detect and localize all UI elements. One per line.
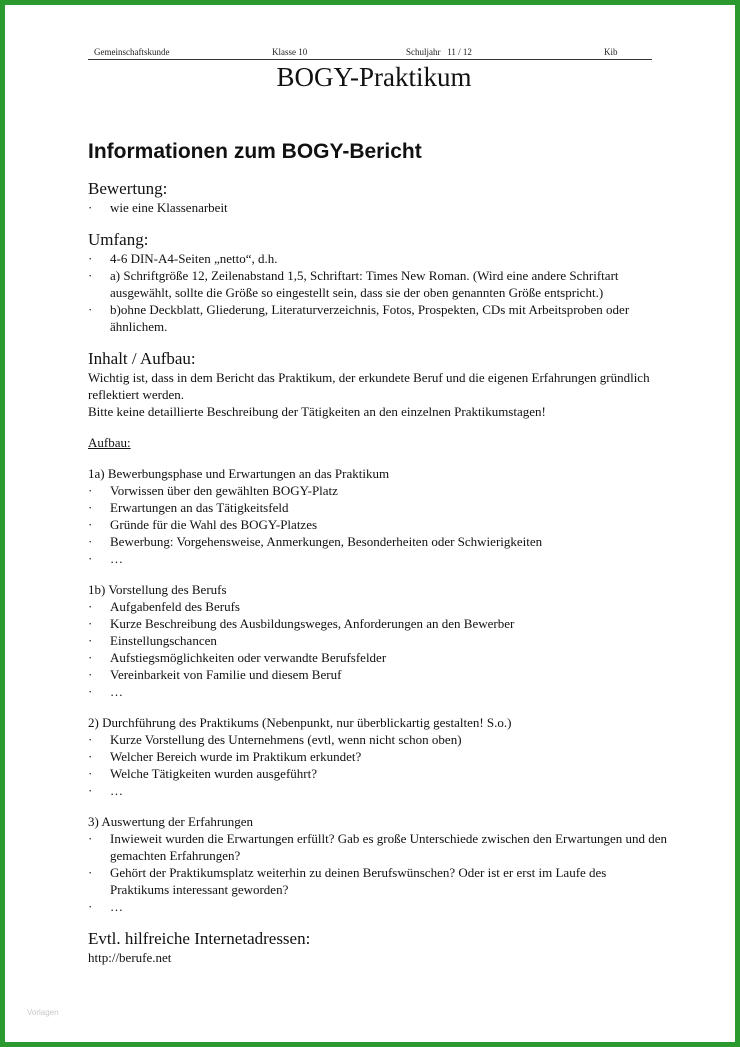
bullet-icon: ·: [88, 831, 93, 846]
bullet-icon: ·: [88, 732, 93, 747]
list-item-text: wie eine Klassenarbeit: [110, 200, 228, 215]
aufbau-sections: [88, 451, 668, 915]
page-heading: Informationen zum BOGY-Bericht: [88, 140, 422, 163]
bullet-icon: ·: [88, 633, 93, 648]
list-item: [88, 533, 668, 550]
bullet-icon: ·: [88, 667, 93, 682]
bullet-icon: ·: [88, 599, 93, 614]
bewertung-list: [88, 199, 668, 216]
bullet-icon: ·: [88, 302, 93, 317]
section-title-inhalt: Inhalt / Aufbau:: [88, 349, 196, 368]
bullet-icon: ·: [88, 200, 93, 215]
list-item-text: …: [110, 783, 123, 798]
aufbau-section-list: [88, 830, 668, 915]
list-item: [88, 199, 668, 216]
list-item-text: Aufgabenfeld des Berufs: [110, 599, 240, 614]
list-item-text: …: [110, 551, 123, 566]
list-item-text: Kurze Beschreibung des Ausbildungsweges, Anforderungen an den Bewerber: [110, 616, 515, 631]
aufbau-section-title: 2) Durchführung des Praktikums (Nebenpunkt, nur überblickartig gestalten! S.o.): [88, 715, 512, 730]
document-page: [5, 5, 735, 1042]
list-item: [88, 301, 668, 335]
inhalt-note: Bitte keine detaillierte Beschreibung der Tätigkeiten an den einzelnen Praktikumstagen!: [88, 404, 546, 419]
list-item-text: a) Schriftgröße 12, Zeilenabstand 1,5, Schriftart: Times New Roman. (Wird eine andere Schriftart ausgewählt, sollte die Größe so eingestellt sein, dass sie der oben genannten Größe entspricht.): [110, 268, 619, 300]
section-title-umfang: Umfang:: [88, 230, 149, 249]
list-item-text: 4-6 DIN-A4-Seiten „netto“, d.h.: [110, 251, 278, 266]
list-item-text: Gründe für die Wahl des BOGY-Platzes: [110, 517, 318, 532]
list-item-text: Welcher Bereich wurde im Praktikum erkundet?: [110, 749, 362, 764]
list-item: [88, 731, 668, 748]
bullet-icon: ·: [88, 251, 93, 266]
aufbau-section-title: 1a) Bewerbungsphase und Erwartungen an das Praktikum: [88, 466, 390, 481]
list-item: [88, 250, 668, 267]
header-author: Kib: [604, 47, 618, 57]
bullet-icon: ·: [88, 483, 93, 498]
list-item: [88, 598, 668, 615]
list-item: [88, 830, 668, 864]
bullet-icon: ·: [88, 268, 93, 283]
header-subject: Gemeinschaftskunde: [94, 47, 170, 57]
list-item: [88, 499, 668, 516]
bullet-icon: ·: [88, 865, 93, 880]
list-item: [88, 683, 668, 700]
list-item-text: Kurze Vorstellung des Unternehmens (evtl, wenn nicht schon oben): [110, 732, 462, 747]
list-item-text: Welche Tätigkeiten wurden ausgeführt?: [110, 766, 317, 781]
list-item-text: Vereinbarkeit von Familie und diesem Beruf: [110, 667, 342, 682]
bullet-icon: ·: [88, 684, 93, 699]
aufbau-section-title: 1b) Vorstellung des Berufs: [88, 582, 227, 597]
umfang-list: [88, 250, 668, 335]
list-item: [88, 765, 668, 782]
bullet-icon: ·: [88, 534, 93, 549]
list-item-text: Bewerbung: Vorgehensweise, Anmerkungen, Besonderheiten oder Schwierigkeiten: [110, 534, 543, 549]
inhalt-paragraph: Wichtig ist, dass in dem Bericht das Praktikum, der erkundete Beruf und die eigenen Erfahrungen gründlich reflektiert werden.: [88, 370, 650, 402]
bullet-icon: ·: [88, 783, 93, 798]
watermark: Vorlagen: [27, 1008, 59, 1017]
header-school-year: Schuljahr 11 / 12: [406, 47, 472, 57]
list-item: [88, 482, 668, 499]
list-item-text: b)ohne Deckblatt, Gliederung, Literaturverzeichnis, Fotos, Prospekten, CDs mit Arbeitsproben oder ähnlichem.: [110, 302, 630, 334]
aufbau-section-title: 3) Auswertung der Erfahrungen: [88, 814, 253, 829]
links-title: Evtl. hilfreiche Internetadressen:: [88, 929, 311, 948]
list-item-text: …: [110, 684, 123, 699]
bullet-icon: ·: [88, 749, 93, 764]
list-item: [88, 267, 668, 301]
list-item: [88, 864, 668, 898]
list-item-text: Einstellungschancen: [110, 633, 217, 648]
bullet-icon: ·: [88, 517, 93, 532]
aufbau-section-list: [88, 731, 668, 799]
list-item: [88, 649, 668, 666]
list-item-text: Gehört der Praktikumsplatz weiterhin zu deinen Berufswünschen? Oder ist er erst im Laufe des Praktikums interessant geworden?: [110, 865, 607, 897]
bullet-icon: ·: [88, 500, 93, 515]
list-item-text: Erwartungen an das Tätigkeitsfeld: [110, 500, 289, 515]
document-title: BOGY-Praktikum: [276, 62, 472, 92]
list-item: [88, 898, 668, 915]
list-item-text: Vorwissen über den gewählten BOGY-Platz: [110, 483, 338, 498]
list-item: [88, 782, 668, 799]
bullet-icon: ·: [88, 616, 93, 631]
bullet-icon: ·: [88, 650, 93, 665]
bullet-icon: ·: [88, 766, 93, 781]
list-item: [88, 632, 668, 649]
list-item: [88, 666, 668, 683]
link-url[interactable]: http://berufe.net: [88, 950, 172, 965]
list-item: [88, 516, 668, 533]
list-item-text: Inwieweit wurden die Erwartungen erfüllt? Gab es große Unterschiede zwischen den Erwartungen und den gemachten Erfahrungen?: [110, 831, 667, 863]
section-title-bewertung: Bewertung:: [88, 179, 168, 198]
list-item-text: Aufstiegsmöglichkeiten oder verwandte Berufsfelder: [110, 650, 387, 665]
list-item: [88, 615, 668, 632]
header-class: Klasse 10: [272, 47, 308, 57]
list-item-text: …: [110, 899, 123, 914]
list-item: [88, 550, 668, 567]
bullet-icon: ·: [88, 899, 93, 914]
list-item: [88, 748, 668, 765]
aufbau-section-list: [88, 482, 668, 567]
aufbau-section-list: [88, 598, 668, 700]
bullet-icon: ·: [88, 551, 93, 566]
document-content: [88, 139, 668, 966]
aufbau-label: Aufbau:: [88, 435, 131, 450]
